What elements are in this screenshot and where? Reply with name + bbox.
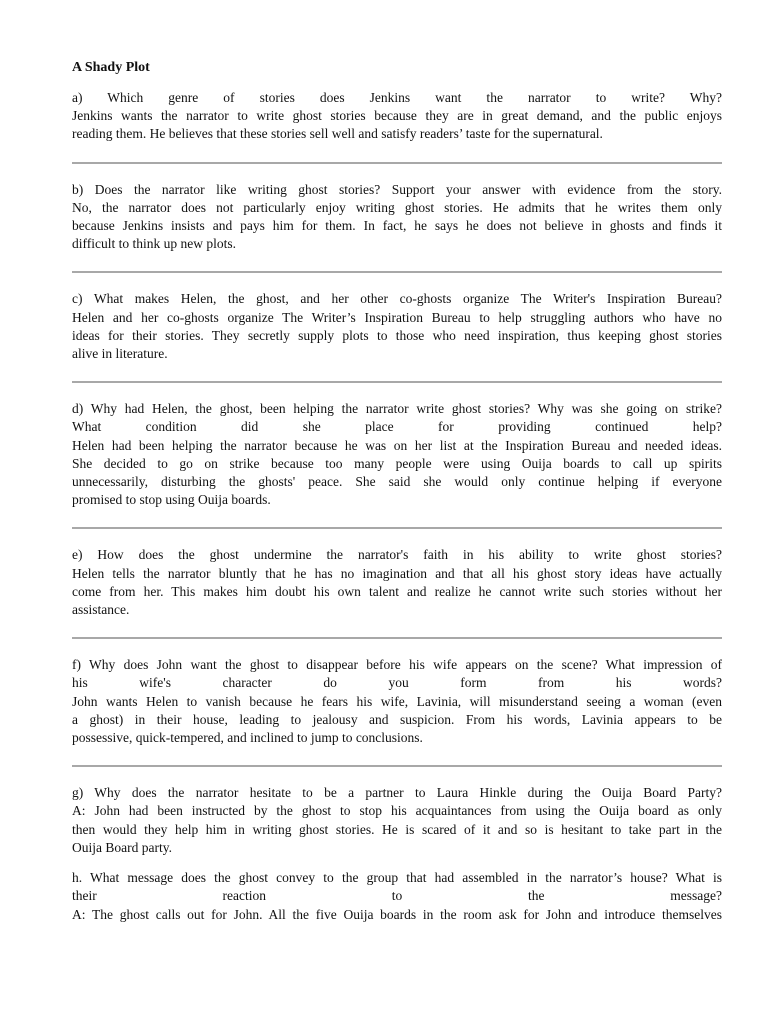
answer-line: reading them. He believes that these stories sell well and satisfy readers’ taste for the supernatural. <box>72 126 603 142</box>
answer-line: She decided to go on strike because too many people were using Ouija boards to call up spirits <box>72 455 722 471</box>
answer-line: Ouija Board party. <box>72 839 172 855</box>
question-d-continued: What condition did she place for providing continued help? <box>72 419 722 435</box>
qa-block-f <box>72 656 722 747</box>
document-title: A Shady Plot <box>72 60 150 75</box>
question-e: e) How does the ghost undermine the narrator's faith in his ability to write ghost stories? <box>72 547 722 563</box>
answer-line: a ghost) in their house, leading to jealousy and suspicion. From his words, Lavinia appears to be <box>72 711 722 727</box>
answer-line: John wants Helen to vanish because he fears his wife, Lavinia, will misunderstand seeing a woman (even <box>72 693 722 709</box>
question-f: f) Why does John want the ghost to disappear before his wife appears on the scene? What impression of <box>72 657 722 673</box>
divider <box>72 162 722 164</box>
answer-line: Helen tells the narrator bluntly that he has no imagination and that all his ghost story ideas have actually <box>72 565 722 581</box>
answer-line: A: John had been instructed by the ghost to stop his acquaintances from using the Ouija board as only <box>72 803 722 819</box>
answer-line: Jenkins wants the narrator to write ghost stories because they are in great demand, and the public enjoys <box>72 108 722 124</box>
answer-line: unnecessarily, disturbing the ghosts' peace. She said she would only continue helping if everyone <box>72 474 722 490</box>
answer-line: ideas for their stories. They secretly supply plots to those who need inspiration, thus keeping ghost stories <box>72 327 722 343</box>
answer-line: difficult to think up new plots. <box>72 236 236 252</box>
question-c: c) What makes Helen, the ghost, and her other co-ghosts organize The Writer's Inspiration Bureau? <box>72 291 722 307</box>
divider <box>72 765 722 767</box>
document-page <box>72 59 722 924</box>
question-d: d) Why had Helen, the ghost, been helping the narrator write ghost stories? Why was she going on strike? <box>72 401 722 417</box>
qa-block-b <box>72 181 722 254</box>
answer-line: No, the narrator does not particularly enjoy writing ghost stories. He admits that he writes them only <box>72 199 722 215</box>
qa-block-d <box>72 400 722 509</box>
answer-line: alive in literature. <box>72 346 168 362</box>
spacer <box>72 857 722 869</box>
divider <box>72 637 722 639</box>
divider <box>72 527 722 529</box>
answer-line: Helen and her co-ghosts organize The Writer’s Inspiration Bureau to help struggling authors who have no <box>72 309 722 325</box>
answer-line: assistance. <box>72 602 130 618</box>
answer-line: possessive, quick-tempered, and inclined to jump to conclusions. <box>72 730 423 746</box>
question-a: a) Which genre of stories does Jenkins want the narrator to write? Why? <box>72 90 722 105</box>
qa-block-a <box>72 89 722 144</box>
divider <box>72 271 722 273</box>
divider <box>72 381 722 383</box>
answer-line: A: The ghost calls out for John. All the five Ouija boards in the room ask for John and introduce themselves <box>72 906 722 922</box>
answer-line: come from her. This makes him doubt his own talent and realize he cannot write such stories without her <box>72 583 722 599</box>
qa-block-h <box>72 869 722 924</box>
qa-block-g <box>72 784 722 857</box>
qa-block-c <box>72 290 722 363</box>
answer-line: promised to stop using Ouija boards. <box>72 492 271 508</box>
question-f-continued: his wife's character do you form from his words? <box>72 675 722 691</box>
answer-line: Helen had been helping the narrator because he was on her list at the Inspiration Bureau and needed ideas. <box>72 437 722 453</box>
answer-line: because Jenkins insists and pays him for them. In fact, he says he does not believe in ghosts and finds it <box>72 218 722 234</box>
question-h: h. What message does the ghost convey to the group that had assembled in the narrator’s house? What is <box>72 870 722 886</box>
answer-line: then would they help him in writing ghost stories. He is scared of it and so is hesitant to take part in the <box>72 821 722 837</box>
question-b: b) Does the narrator like writing ghost stories? Support your answer with evidence from the story. <box>72 181 722 197</box>
qa-block-e <box>72 546 722 619</box>
question-h-continued: their reaction to the message? <box>72 888 722 904</box>
question-g: g) Why does the narrator hesitate to be a partner to Laura Hinkle during the Ouija Board Party? <box>72 785 722 801</box>
